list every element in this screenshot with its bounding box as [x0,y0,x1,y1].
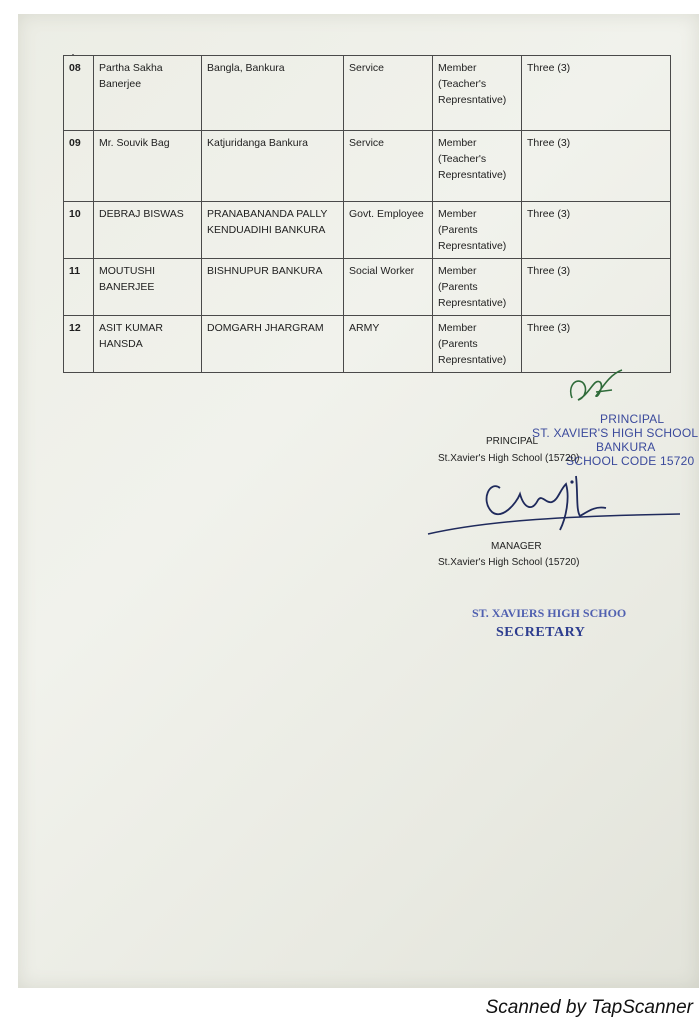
cell-serial: 09 [64,131,94,202]
cell-role: Member (Parents Represntative) [433,202,522,259]
cell-term: Three (3) [522,259,671,316]
principal-signature [566,368,626,408]
table-row [64,316,671,373]
secretary-stamp-title: SECRETARY [496,625,586,640]
cell-role: Member (Parents Represntative) [433,259,522,316]
cell-term: Three (3) [522,131,671,202]
cell-role: Member (Teacher's Represntative) [433,131,522,202]
principal-stamp-code: SCHOOL CODE 15720 [566,454,695,468]
table-row [64,131,671,202]
cell-serial: 10 [64,202,94,259]
table-row [64,259,671,316]
cell-address: Katjuridanga Bankura [202,131,344,202]
cell-address: PRANABANANDA PALLY KENDUADIHI BANKURA [202,202,344,259]
cell-occupation: Social Worker [344,259,433,316]
table-row [64,202,671,259]
cell-serial: 12 [64,316,94,373]
cell-occupation: Service [344,131,433,202]
cell-name: Partha Sakha Banerjee [94,56,202,131]
cell-address: BISHNUPUR BANKURA [202,259,344,316]
cell-name: DEBRAJ BISWAS [94,202,202,259]
secretary-stamp-school: ST. XAVIERS HIGH SCHOO [472,606,627,620]
principal-school: St.Xavier's High School (15720) [438,453,580,464]
members-table [63,55,671,373]
cell-name: ASIT KUMAR HANSDA [94,316,202,373]
cell-address: DOMGARH JHARGRAM [202,316,344,373]
cell-term: Three (3) [522,316,671,373]
manager-label: MANAGER [491,541,542,552]
principal-label: PRINCIPAL [486,436,539,447]
manager-school: St.Xavier's High School (15720) [438,557,580,568]
cell-occupation: Service [344,56,433,131]
table-row [64,56,671,131]
cell-address: Bangla, Bankura [202,56,344,131]
cell-name: Mr. Souvik Bag [94,131,202,202]
cell-occupation: ARMY [344,316,433,373]
cell-term: Three (3) [522,56,671,131]
cell-serial: 08 [64,56,94,131]
cell-serial: 11 [64,259,94,316]
principal-stamp-city: BANKURA [596,440,656,454]
cell-term: Three (3) [522,202,671,259]
principal-stamp-school: ST. XAVIER'S HIGH SCHOOL [532,426,699,440]
cell-occupation: Govt. Employee [344,202,433,259]
principal-stamp-title: PRINCIPAL [600,412,665,426]
cell-role: Member (Parents Represntative) [433,316,522,373]
manager-signature [420,470,685,550]
scanner-watermark: Scanned by TapScanner [485,997,693,1018]
cell-name: MOUTUSHI BANERJEE [94,259,202,316]
cell-role: Member (Teacher's Represntative) [433,56,522,131]
